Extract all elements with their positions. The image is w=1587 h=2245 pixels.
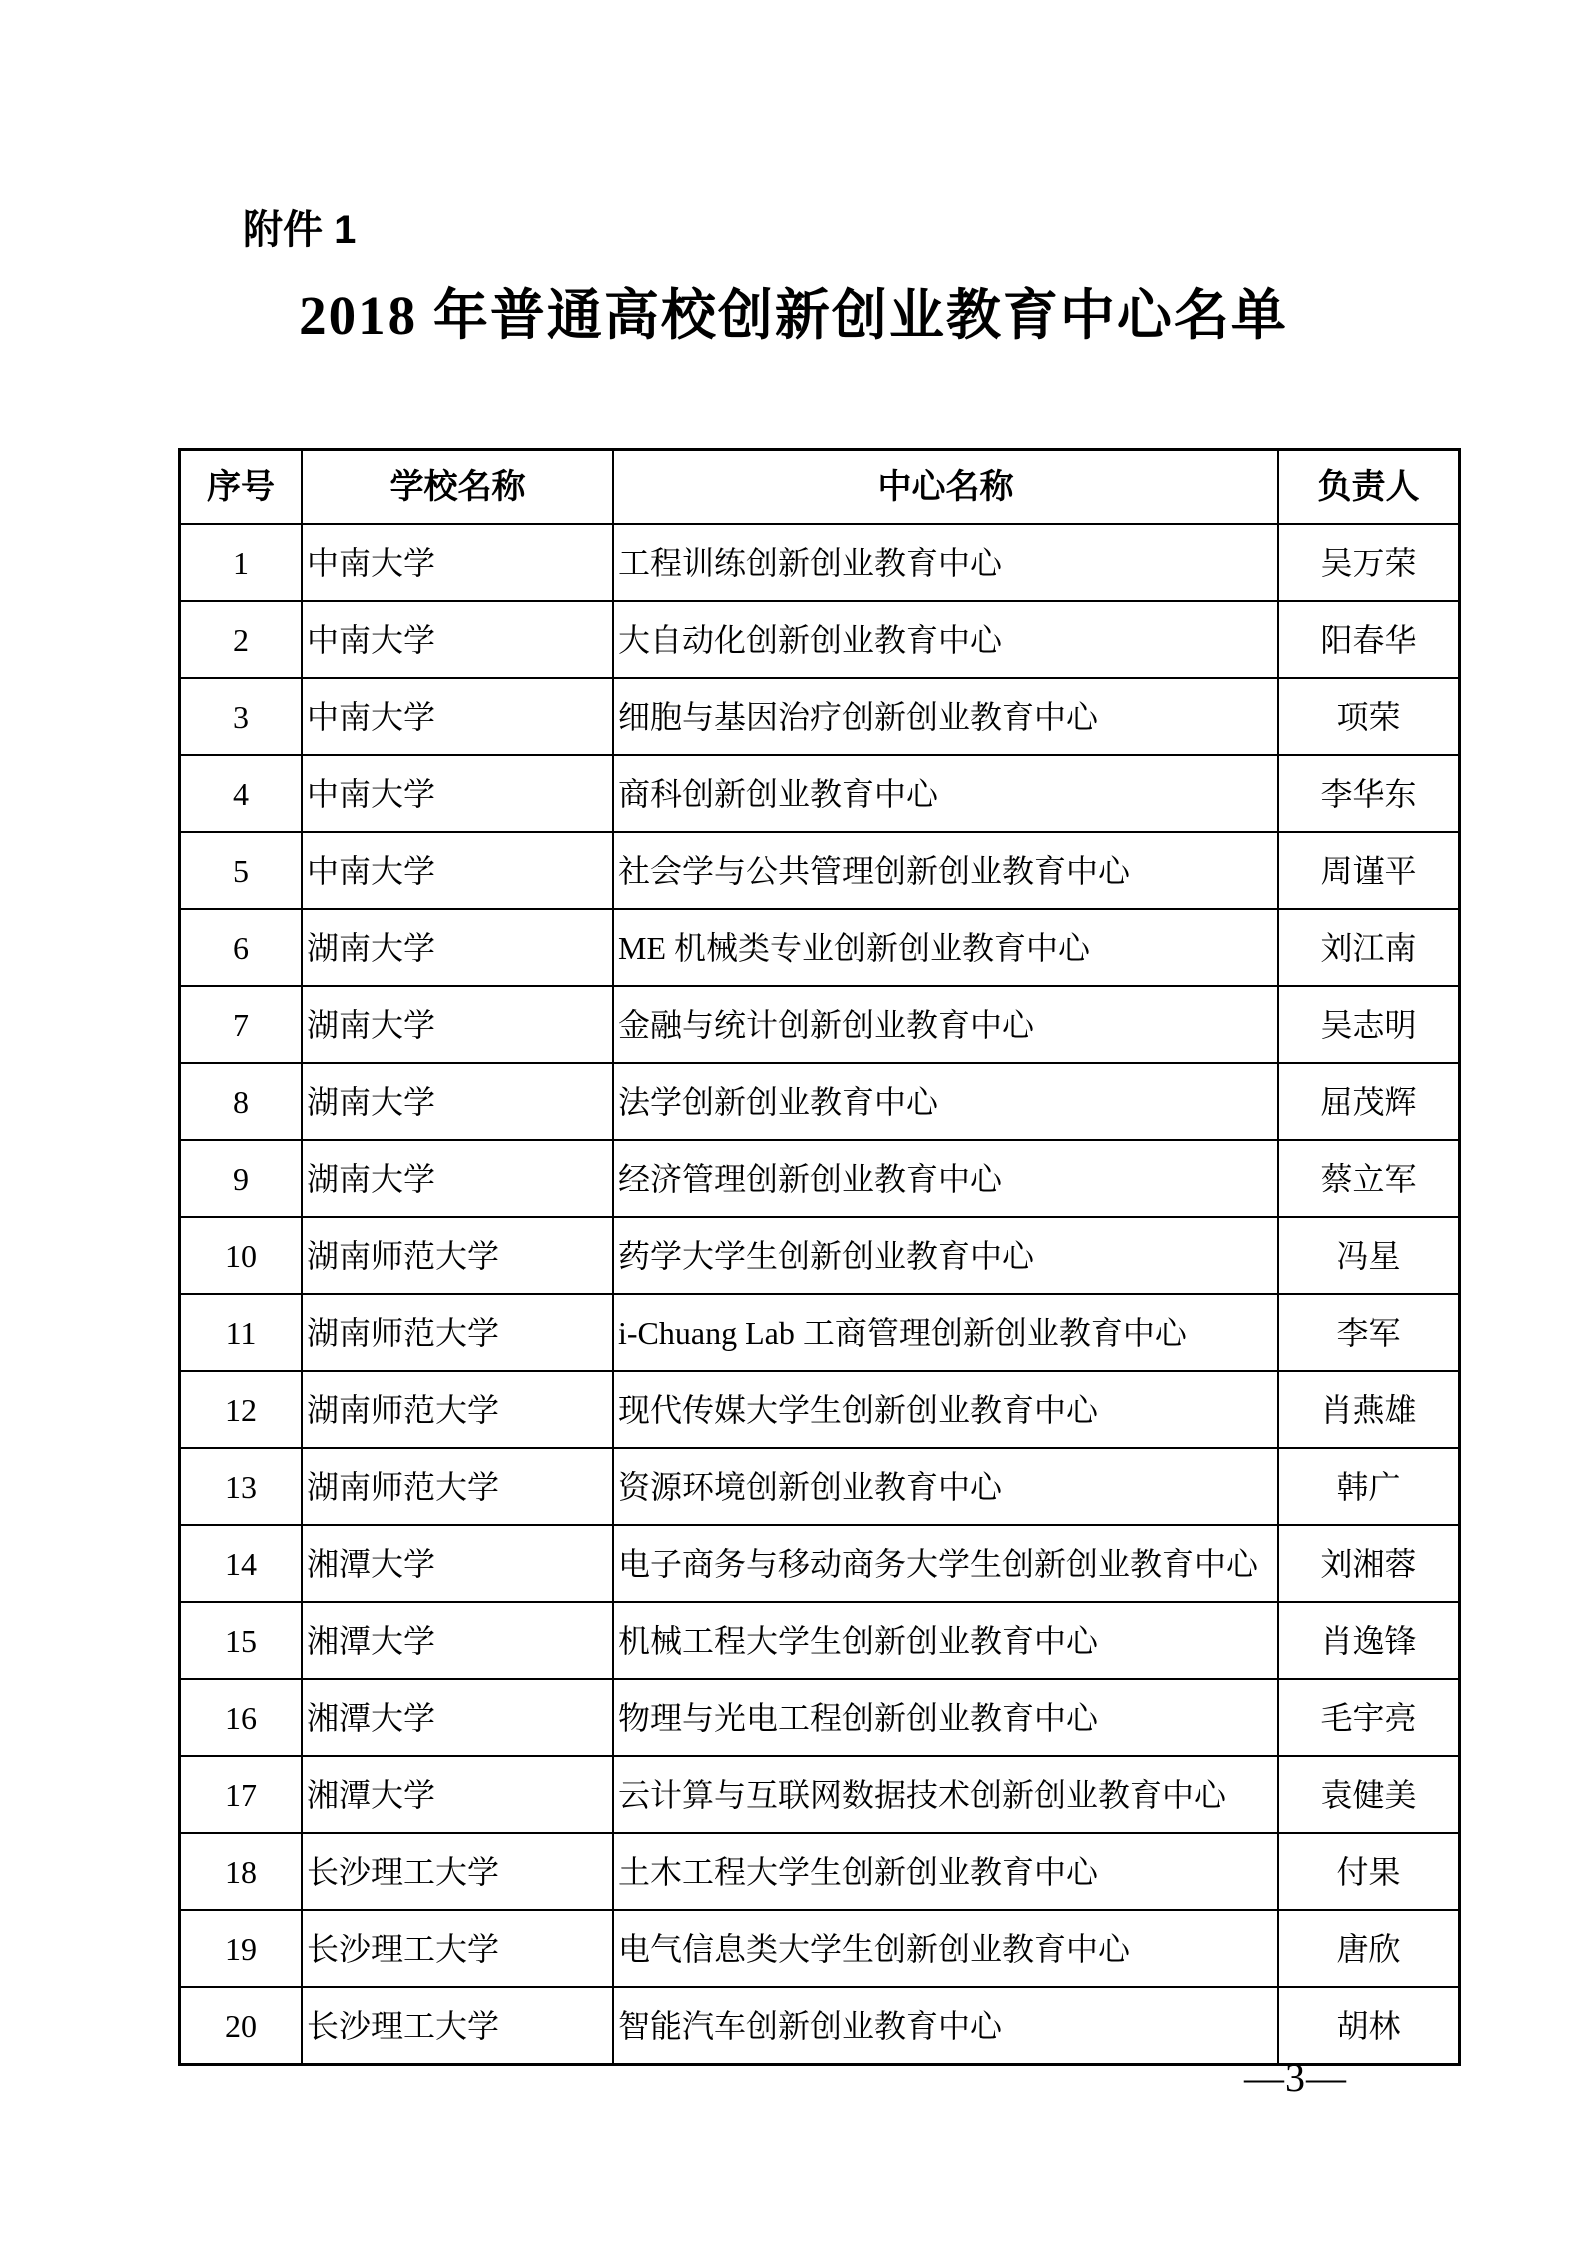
table-row [180,1987,1460,2065]
cell-leader: 付果 [1278,1833,1460,1910]
cell-school: 湘潭大学 [302,1525,613,1602]
cell-center: 物理与光电工程创新创业教育中心 [613,1679,1278,1756]
table-row [180,1294,1460,1371]
cell-no: 2 [180,601,303,678]
cell-center: 机械工程大学生创新创业教育中心 [613,1602,1278,1679]
table-row [180,986,1460,1063]
table-row [180,1679,1460,1756]
table-row [180,1140,1460,1217]
table-row [180,1525,1460,1602]
cell-no: 11 [180,1294,303,1371]
table-row [180,755,1460,832]
cell-school: 湖南师范大学 [302,1294,613,1371]
cell-school: 湘潭大学 [302,1756,613,1833]
cell-center: 细胞与基因治疗创新创业教育中心 [613,678,1278,755]
cell-center: 社会学与公共管理创新创业教育中心 [613,832,1278,909]
cell-no: 1 [180,524,303,601]
cell-school: 湘潭大学 [302,1679,613,1756]
cell-no: 14 [180,1525,303,1602]
table-row [180,832,1460,909]
cell-school: 长沙理工大学 [302,1910,613,1987]
cell-center: 法学创新创业教育中心 [613,1063,1278,1140]
cell-center: 商科创新创业教育中心 [613,755,1278,832]
cell-no: 18 [180,1833,303,1910]
table-row [180,1756,1460,1833]
cell-school: 中南大学 [302,755,613,832]
cell-leader: 阳春华 [1278,601,1460,678]
cell-leader: 蔡立军 [1278,1140,1460,1217]
cell-no: 7 [180,986,303,1063]
cell-leader: 袁健美 [1278,1756,1460,1833]
cell-leader: 李军 [1278,1294,1460,1371]
cell-center: 电子商务与移动商务大学生创新创业教育中心 [613,1525,1278,1602]
cell-leader: 冯星 [1278,1217,1460,1294]
cell-leader: 吴万荣 [1278,524,1460,601]
table-row [180,1602,1460,1679]
cell-leader: 刘江南 [1278,909,1460,986]
cell-center: 云计算与互联网数据技术创新创业教育中心 [613,1756,1278,1833]
cell-school: 湖南师范大学 [302,1448,613,1525]
table-row [180,1833,1460,1910]
cell-leader: 周谨平 [1278,832,1460,909]
cell-no: 6 [180,909,303,986]
cell-no: 20 [180,1987,303,2065]
cell-no: 16 [180,1679,303,1756]
table-row [180,678,1460,755]
cell-leader: 吴志明 [1278,986,1460,1063]
cell-school: 湖南大学 [302,909,613,986]
cell-no: 17 [180,1756,303,1833]
cell-school: 湖南大学 [302,1063,613,1140]
table-row [180,1371,1460,1448]
cell-no: 5 [180,832,303,909]
cell-school: 中南大学 [302,678,613,755]
cell-no: 19 [180,1910,303,1987]
cell-leader: 肖燕雄 [1278,1371,1460,1448]
cell-school: 中南大学 [302,601,613,678]
table-row [180,1448,1460,1525]
table-row [180,601,1460,678]
cell-center: 大自动化创新创业教育中心 [613,601,1278,678]
cell-no: 15 [180,1602,303,1679]
table-row [180,1063,1460,1140]
cell-school: 中南大学 [302,524,613,601]
cell-leader: 韩广 [1278,1448,1460,1525]
cell-school: 长沙理工大学 [302,1987,613,2065]
cell-center: 工程训练创新创业教育中心 [613,524,1278,601]
cell-school: 湖南师范大学 [302,1217,613,1294]
cell-center: i-Chuang Lab 工商管理创新创业教育中心 [613,1294,1278,1371]
cell-school: 中南大学 [302,832,613,909]
cell-leader: 屈茂辉 [1278,1063,1460,1140]
cell-center: 药学大学生创新创业教育中心 [613,1217,1278,1294]
header-center: 中心名称 [613,450,1278,525]
attachment-label: 附件 1 [243,208,357,252]
cell-center: 资源环境创新创业教育中心 [613,1448,1278,1525]
cell-center: 现代传媒大学生创新创业教育中心 [613,1371,1278,1448]
cell-leader: 唐欣 [1278,1910,1460,1987]
cell-leader: 刘湘蓉 [1278,1525,1460,1602]
cell-school: 长沙理工大学 [302,1833,613,1910]
centers-table [178,448,1461,2066]
cell-leader: 肖逸锋 [1278,1602,1460,1679]
page-number: —3— [1244,2055,1347,2100]
table-body [180,524,1460,2065]
table-header-row [180,450,1460,525]
cell-no: 13 [180,1448,303,1525]
cell-school: 湖南大学 [302,1140,613,1217]
table-row [180,909,1460,986]
cell-center: ME 机械类专业创新创业教育中心 [613,909,1278,986]
cell-no: 10 [180,1217,303,1294]
header-school: 学校名称 [302,450,613,525]
cell-leader: 项荣 [1278,678,1460,755]
cell-center: 土木工程大学生创新创业教育中心 [613,1833,1278,1910]
cell-school: 湘潭大学 [302,1602,613,1679]
cell-center: 电气信息类大学生创新创业教育中心 [613,1910,1278,1987]
cell-leader: 毛宇亮 [1278,1679,1460,1756]
header-no: 序号 [180,450,303,525]
table-row [180,1217,1460,1294]
cell-school: 湖南大学 [302,986,613,1063]
cell-school: 湖南师范大学 [302,1371,613,1448]
header-leader: 负责人 [1278,450,1460,525]
table-row [180,1910,1460,1987]
cell-center: 智能汽车创新创业教育中心 [613,1987,1278,2065]
cell-center: 金融与统计创新创业教育中心 [613,986,1278,1063]
cell-center: 经济管理创新创业教育中心 [613,1140,1278,1217]
cell-no: 4 [180,755,303,832]
cell-no: 3 [180,678,303,755]
page-title: 2018 年普通高校创新创业教育中心名单 [299,285,1288,346]
cell-no: 12 [180,1371,303,1448]
cell-no: 8 [180,1063,303,1140]
cell-no: 9 [180,1140,303,1217]
cell-leader: 胡林 [1278,1987,1460,2065]
cell-leader: 李华东 [1278,755,1460,832]
table-row [180,524,1460,601]
